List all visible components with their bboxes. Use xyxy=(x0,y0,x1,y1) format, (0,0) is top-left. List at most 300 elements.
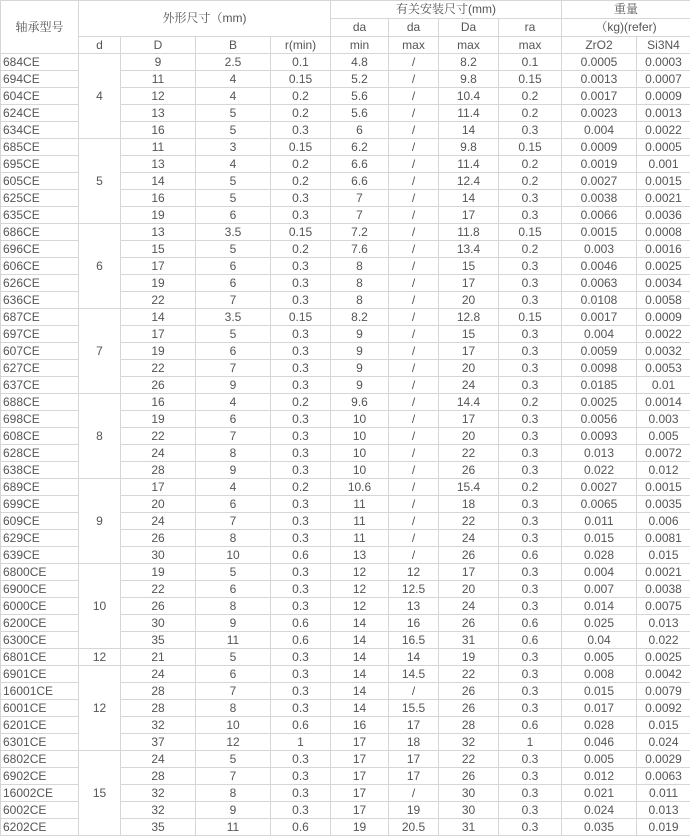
cell-da-min: 9 xyxy=(331,343,389,360)
cell-si3n4: 0.0038 xyxy=(637,581,690,598)
cell-da-min: 6.6 xyxy=(331,156,389,173)
cell-D: 22 xyxy=(121,360,196,377)
table-row xyxy=(1,649,690,666)
col-Da-max: max xyxy=(439,37,499,54)
cell-Da-max: 14 xyxy=(439,190,499,207)
cell-si3n4: 0.012 xyxy=(637,462,690,479)
cell-r-min: 0.3 xyxy=(271,581,331,598)
cell-zro2: 0.012 xyxy=(562,768,637,785)
cell-D: 32 xyxy=(121,802,196,819)
cell-r-min: 0.6 xyxy=(271,717,331,734)
cell-zro2: 0.0005 xyxy=(562,54,637,71)
cell-da-min: 8 xyxy=(331,292,389,309)
cell-model: 6801CE xyxy=(1,649,79,666)
table-row xyxy=(1,394,690,411)
cell-ra-max: 0.2 xyxy=(499,394,562,411)
cell-si3n4: 0.006 xyxy=(637,513,690,530)
cell-r-min: 0.3 xyxy=(271,462,331,479)
cell-D: 17 xyxy=(121,479,196,496)
cell-ra-max: 0.3 xyxy=(499,258,562,275)
cell-B: 6 xyxy=(196,496,271,513)
cell-ra-max: 0.3 xyxy=(499,496,562,513)
cell-B: 9 xyxy=(196,377,271,394)
cell-D: 15 xyxy=(121,241,196,258)
cell-si3n4: 0.0025 xyxy=(637,258,690,275)
cell-B: 6 xyxy=(196,411,271,428)
cell-da-min: 9 xyxy=(331,377,389,394)
cell-D: 24 xyxy=(121,445,196,462)
cell-bore-d: 7 xyxy=(79,309,121,394)
cell-B: 5 xyxy=(196,105,271,122)
cell-r-min: 0.3 xyxy=(271,530,331,547)
cell-B: 5 xyxy=(196,649,271,666)
cell-zro2: 0.0093 xyxy=(562,428,637,445)
cell-Da-max: 8.2 xyxy=(439,54,499,71)
cell-D: 22 xyxy=(121,292,196,309)
cell-zro2: 0.04 xyxy=(562,632,637,649)
cell-r-min: 0.3 xyxy=(271,802,331,819)
cell-ra-max: 0.2 xyxy=(499,479,562,496)
cell-B: 3 xyxy=(196,139,271,156)
cell-da-min: 9 xyxy=(331,360,389,377)
cell-B: 4 xyxy=(196,71,271,88)
cell-da-max: / xyxy=(389,411,439,428)
col-da-min: min xyxy=(331,37,389,54)
cell-ra-max: 0.3 xyxy=(499,581,562,598)
cell-model: 6200CE xyxy=(1,615,79,632)
cell-r-min: 0.3 xyxy=(271,683,331,700)
cell-Da-max: 20 xyxy=(439,581,499,598)
cell-zro2: 0.0027 xyxy=(562,479,637,496)
cell-B: 5 xyxy=(196,751,271,768)
cell-B: 8 xyxy=(196,445,271,462)
cell-si3n4: 0.0029 xyxy=(637,751,690,768)
cell-model: 637CE xyxy=(1,377,79,394)
cell-da-min: 6.2 xyxy=(331,139,389,156)
cell-da-max: / xyxy=(389,326,439,343)
cell-zro2: 0.014 xyxy=(562,598,637,615)
cell-ra-max: 0.2 xyxy=(499,156,562,173)
cell-r-min: 0.3 xyxy=(271,428,331,445)
cell-r-min: 0.3 xyxy=(271,700,331,717)
cell-Da-max: 31 xyxy=(439,632,499,649)
cell-da-max: 17 xyxy=(389,768,439,785)
cell-model: 6002CE xyxy=(1,802,79,819)
cell-r-min: 0.6 xyxy=(271,632,331,649)
cell-ra-max: 0.3 xyxy=(499,190,562,207)
cell-D: 32 xyxy=(121,717,196,734)
cell-r-min: 0.3 xyxy=(271,649,331,666)
cell-ra-max: 0.3 xyxy=(499,462,562,479)
table-row xyxy=(1,139,690,156)
cell-bore-d: 12 xyxy=(79,666,121,751)
cell-da-max: 15.5 xyxy=(389,700,439,717)
cell-model: 628CE xyxy=(1,445,79,462)
cell-Da-max: 22 xyxy=(439,751,499,768)
cell-ra-max: 0.3 xyxy=(499,377,562,394)
cell-zro2: 0.022 xyxy=(562,462,637,479)
cell-da-min: 8.2 xyxy=(331,309,389,326)
cell-da-max: / xyxy=(389,105,439,122)
cell-zro2: 0.005 xyxy=(562,751,637,768)
cell-da-min: 10.6 xyxy=(331,479,389,496)
cell-si3n4: 0.0092 xyxy=(637,700,690,717)
cell-B: 6 xyxy=(196,275,271,292)
cell-ra-max: 0.3 xyxy=(499,649,562,666)
cell-B: 8 xyxy=(196,530,271,547)
cell-si3n4: 0.0079 xyxy=(637,683,690,700)
cell-da-min: 14 xyxy=(331,649,389,666)
cell-zro2: 0.0046 xyxy=(562,258,637,275)
cell-Da-max: 11.8 xyxy=(439,224,499,241)
cell-Da-max: 24 xyxy=(439,598,499,615)
cell-da-min: 7 xyxy=(331,190,389,207)
cell-model: 629CE xyxy=(1,530,79,547)
cell-Da-max: 18 xyxy=(439,496,499,513)
cell-Da-max: 30 xyxy=(439,785,499,802)
cell-model: 608CE xyxy=(1,428,79,445)
cell-da-min: 11 xyxy=(331,530,389,547)
cell-ra-max: 0.3 xyxy=(499,207,562,224)
cell-zro2: 0.004 xyxy=(562,122,637,139)
cell-zro2: 0.003 xyxy=(562,241,637,258)
cell-D: 26 xyxy=(121,598,196,615)
cell-bore-d: 12 xyxy=(79,649,121,666)
cell-Da-max: 15 xyxy=(439,258,499,275)
cell-D: 12 xyxy=(121,88,196,105)
cell-si3n4: 0.015 xyxy=(637,717,690,734)
table-row xyxy=(1,54,690,71)
cell-da-max: / xyxy=(389,513,439,530)
cell-B: 5 xyxy=(196,564,271,581)
header-sub-Da: Da xyxy=(439,19,499,37)
cell-da-min: 6 xyxy=(331,122,389,139)
cell-si3n4: 0.0022 xyxy=(637,326,690,343)
cell-model: 604CE xyxy=(1,88,79,105)
cell-Da-max: 28 xyxy=(439,717,499,734)
table-row xyxy=(1,666,690,683)
cell-D: 19 xyxy=(121,564,196,581)
cell-r-min: 0.3 xyxy=(271,666,331,683)
cell-B: 8 xyxy=(196,700,271,717)
header-mounting: 有关安装尺寸(mm) xyxy=(331,1,562,19)
cell-r-min: 0.3 xyxy=(271,326,331,343)
cell-model: 6300CE xyxy=(1,632,79,649)
cell-ra-max: 0.6 xyxy=(499,547,562,564)
cell-D: 19 xyxy=(121,207,196,224)
cell-ra-max: 0.3 xyxy=(499,428,562,445)
col-si3n4: Si3N4 xyxy=(637,37,690,54)
cell-r-min: 0.3 xyxy=(271,513,331,530)
cell-Da-max: 12.4 xyxy=(439,173,499,190)
cell-ra-max: 0.3 xyxy=(499,700,562,717)
cell-B: 6 xyxy=(196,258,271,275)
cell-si3n4: 0.013 xyxy=(637,615,690,632)
cell-D: 26 xyxy=(121,530,196,547)
cell-ra-max: 0.6 xyxy=(499,615,562,632)
cell-model: 6800CE xyxy=(1,564,79,581)
cell-Da-max: 15.4 xyxy=(439,479,499,496)
cell-D: 13 xyxy=(121,156,196,173)
cell-D: 13 xyxy=(121,224,196,241)
col-ra-max: max xyxy=(499,37,562,54)
cell-B: 4 xyxy=(196,156,271,173)
cell-ra-max: 0.3 xyxy=(499,343,562,360)
cell-model: 698CE xyxy=(1,411,79,428)
cell-model: 697CE xyxy=(1,326,79,343)
cell-si3n4: 0.0021 xyxy=(637,190,690,207)
cell-D: 19 xyxy=(121,411,196,428)
cell-Da-max: 17 xyxy=(439,411,499,428)
cell-da-max: / xyxy=(389,360,439,377)
cell-model: 627CE xyxy=(1,360,79,377)
cell-D: 19 xyxy=(121,275,196,292)
cell-da-min: 14 xyxy=(331,632,389,649)
cell-D: 30 xyxy=(121,615,196,632)
cell-model: 639CE xyxy=(1,547,79,564)
cell-da-max: 13 xyxy=(389,598,439,615)
cell-ra-max: 0.1 xyxy=(499,54,562,71)
cell-da-max: 19 xyxy=(389,802,439,819)
cell-zro2: 0.0059 xyxy=(562,343,637,360)
cell-da-min: 4.8 xyxy=(331,54,389,71)
cell-r-min: 1 xyxy=(271,734,331,751)
cell-Da-max: 17 xyxy=(439,343,499,360)
cell-model: 684CE xyxy=(1,54,79,71)
cell-da-min: 5.2 xyxy=(331,71,389,88)
cell-ra-max: 0.2 xyxy=(499,88,562,105)
cell-Da-max: 20 xyxy=(439,428,499,445)
cell-zro2: 0.0038 xyxy=(562,190,637,207)
col-r-min: r(min) xyxy=(271,37,331,54)
cell-r-min: 0.2 xyxy=(271,88,331,105)
cell-si3n4: 0.0009 xyxy=(637,88,690,105)
cell-model: 16001CE xyxy=(1,683,79,700)
cell-model: 689CE xyxy=(1,479,79,496)
cell-D: 37 xyxy=(121,734,196,751)
cell-Da-max: 17 xyxy=(439,275,499,292)
cell-da-min: 7.2 xyxy=(331,224,389,241)
cell-r-min: 0.2 xyxy=(271,105,331,122)
cell-da-min: 17 xyxy=(331,768,389,785)
cell-da-max: / xyxy=(389,156,439,173)
cell-da-min: 12 xyxy=(331,564,389,581)
cell-B: 6 xyxy=(196,343,271,360)
cell-model: 6000CE xyxy=(1,598,79,615)
cell-model: 6900CE xyxy=(1,581,79,598)
cell-D: 21 xyxy=(121,649,196,666)
cell-B: 6 xyxy=(196,666,271,683)
cell-Da-max: 15 xyxy=(439,326,499,343)
cell-Da-max: 32 xyxy=(439,734,499,751)
cell-zro2: 0.004 xyxy=(562,564,637,581)
cell-Da-max: 14 xyxy=(439,122,499,139)
cell-si3n4: 0.013 xyxy=(637,802,690,819)
cell-zro2: 0.015 xyxy=(562,683,637,700)
cell-Da-max: 17 xyxy=(439,207,499,224)
cell-bore-d: 4 xyxy=(79,54,121,139)
cell-zro2: 0.0013 xyxy=(562,71,637,88)
cell-da-min: 14 xyxy=(331,700,389,717)
cell-Da-max: 12.8 xyxy=(439,309,499,326)
cell-zro2: 0.011 xyxy=(562,513,637,530)
cell-da-min: 16 xyxy=(331,717,389,734)
cell-da-max: / xyxy=(389,394,439,411)
cell-si3n4: 0.0035 xyxy=(637,496,690,513)
cell-model: 625CE xyxy=(1,190,79,207)
cell-model: 696CE xyxy=(1,241,79,258)
cell-D: 20 xyxy=(121,496,196,513)
cell-model: 6301CE xyxy=(1,734,79,751)
cell-da-max: / xyxy=(389,173,439,190)
cell-D: 16 xyxy=(121,190,196,207)
cell-zro2: 0.0185 xyxy=(562,377,637,394)
cell-Da-max: 26 xyxy=(439,547,499,564)
table-row xyxy=(1,309,690,326)
cell-D: 24 xyxy=(121,751,196,768)
cell-da-max: / xyxy=(389,445,439,462)
cell-da-min: 17 xyxy=(331,802,389,819)
cell-D: 22 xyxy=(121,581,196,598)
cell-r-min: 0.1 xyxy=(271,54,331,71)
table-row xyxy=(1,479,690,496)
cell-D: 11 xyxy=(121,71,196,88)
cell-da-min: 12 xyxy=(331,598,389,615)
cell-zro2: 0.021 xyxy=(562,785,637,802)
cell-r-min: 0.3 xyxy=(271,496,331,513)
cell-model: 685CE xyxy=(1,139,79,156)
cell-D: 13 xyxy=(121,105,196,122)
cell-si3n4: 0.001 xyxy=(637,156,690,173)
table-row xyxy=(1,224,690,241)
cell-ra-max: 0.15 xyxy=(499,71,562,88)
cell-model: 699CE xyxy=(1,496,79,513)
cell-B: 10 xyxy=(196,717,271,734)
cell-B: 5 xyxy=(196,241,271,258)
cell-da-min: 14 xyxy=(331,615,389,632)
cell-Da-max: 26 xyxy=(439,768,499,785)
cell-da-min: 7 xyxy=(331,207,389,224)
cell-da-max: / xyxy=(389,462,439,479)
cell-Da-max: 11.4 xyxy=(439,156,499,173)
cell-da-max: / xyxy=(389,190,439,207)
cell-r-min: 0.3 xyxy=(271,564,331,581)
cell-zro2: 0.0027 xyxy=(562,173,637,190)
cell-Da-max: 22 xyxy=(439,666,499,683)
cell-B: 7 xyxy=(196,683,271,700)
cell-zro2: 0.025 xyxy=(562,615,637,632)
cell-da-min: 10 xyxy=(331,428,389,445)
cell-zro2: 0.015 xyxy=(562,530,637,547)
cell-si3n4: 0.0081 xyxy=(637,530,690,547)
cell-si3n4: 0.0007 xyxy=(637,71,690,88)
cell-zro2: 0.0066 xyxy=(562,207,637,224)
cell-Da-max: 26 xyxy=(439,700,499,717)
cell-r-min: 0.3 xyxy=(271,292,331,309)
cell-zro2: 0.046 xyxy=(562,734,637,751)
cell-si3n4: 0.0022 xyxy=(637,122,690,139)
cell-zro2: 0.0025 xyxy=(562,394,637,411)
cell-zro2: 0.035 xyxy=(562,819,637,836)
cell-D: 30 xyxy=(121,547,196,564)
cell-da-max: 16.5 xyxy=(389,632,439,649)
cell-model: 6001CE xyxy=(1,700,79,717)
cell-da-max: / xyxy=(389,241,439,258)
cell-da-min: 17 xyxy=(331,734,389,751)
cell-si3n4: 0.0021 xyxy=(637,564,690,581)
cell-Da-max: 10.4 xyxy=(439,88,499,105)
cell-zro2: 0.0017 xyxy=(562,88,637,105)
cell-B: 5 xyxy=(196,173,271,190)
cell-model: 6202CE xyxy=(1,819,79,836)
cell-Da-max: 13.4 xyxy=(439,241,499,258)
cell-r-min: 0.3 xyxy=(271,258,331,275)
cell-B: 3.5 xyxy=(196,309,271,326)
cell-ra-max: 0.3 xyxy=(499,360,562,377)
cell-si3n4: 0.0016 xyxy=(637,241,690,258)
cell-B: 4 xyxy=(196,479,271,496)
cell-si3n4: 0.005 xyxy=(637,428,690,445)
cell-B: 6 xyxy=(196,581,271,598)
cell-D: 19 xyxy=(121,343,196,360)
cell-model: 605CE xyxy=(1,173,79,190)
cell-B: 7 xyxy=(196,292,271,309)
cell-r-min: 0.3 xyxy=(271,377,331,394)
cell-da-max: / xyxy=(389,54,439,71)
cell-model: 688CE xyxy=(1,394,79,411)
cell-ra-max: 0.3 xyxy=(499,768,562,785)
cell-r-min: 0.3 xyxy=(271,190,331,207)
cell-B: 4 xyxy=(196,394,271,411)
cell-model: 607CE xyxy=(1,343,79,360)
cell-da-min: 8 xyxy=(331,275,389,292)
cell-D: 35 xyxy=(121,632,196,649)
cell-r-min: 0.2 xyxy=(271,241,331,258)
cell-D: 26 xyxy=(121,377,196,394)
cell-da-max: 16 xyxy=(389,615,439,632)
cell-r-min: 0.3 xyxy=(271,768,331,785)
col-da-max: max xyxy=(389,37,439,54)
cell-ra-max: 0.2 xyxy=(499,105,562,122)
cell-model: 6901CE xyxy=(1,666,79,683)
cell-bore-d: 5 xyxy=(79,139,121,224)
cell-model: 636CE xyxy=(1,292,79,309)
cell-da-max: / xyxy=(389,547,439,564)
cell-ra-max: 0.15 xyxy=(499,139,562,156)
cell-si3n4: 0.0015 xyxy=(637,479,690,496)
cell-si3n4: 0.0058 xyxy=(637,292,690,309)
header-weight: 重量 xyxy=(562,1,690,19)
cell-si3n4: 0.0025 xyxy=(637,649,690,666)
cell-da-min: 6.6 xyxy=(331,173,389,190)
cell-ra-max: 0.15 xyxy=(499,309,562,326)
cell-r-min: 0.3 xyxy=(271,411,331,428)
cell-ra-max: 0.3 xyxy=(499,683,562,700)
col-D: D xyxy=(121,37,196,54)
cell-D: 16 xyxy=(121,394,196,411)
cell-D: 24 xyxy=(121,666,196,683)
cell-ra-max: 0.3 xyxy=(499,819,562,836)
cell-si3n4: 0.0036 xyxy=(637,207,690,224)
cell-B: 7 xyxy=(196,360,271,377)
cell-da-min: 12 xyxy=(331,581,389,598)
cell-Da-max: 17 xyxy=(439,564,499,581)
cell-r-min: 0.2 xyxy=(271,479,331,496)
cell-da-min: 11 xyxy=(331,496,389,513)
cell-D: 14 xyxy=(121,173,196,190)
cell-da-max: 17 xyxy=(389,717,439,734)
cell-D: 28 xyxy=(121,462,196,479)
